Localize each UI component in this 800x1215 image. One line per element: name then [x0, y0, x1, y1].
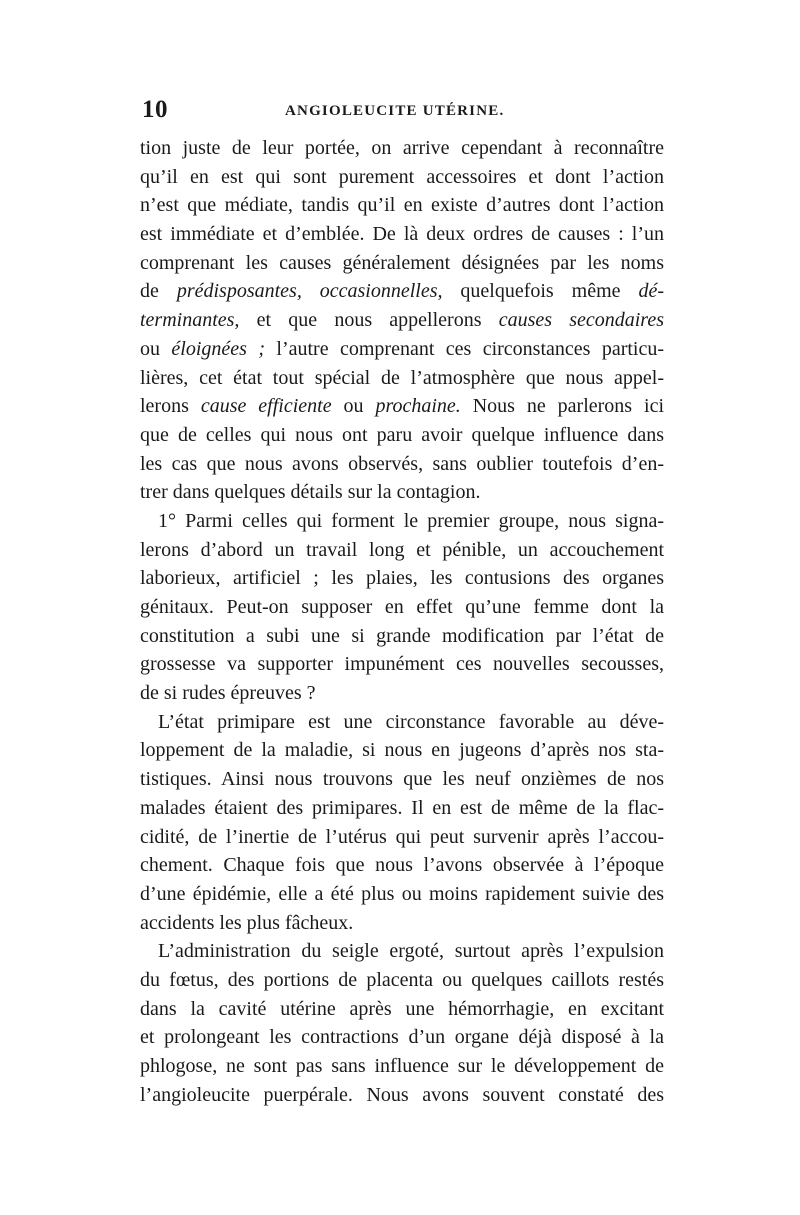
- text-line: [140, 937, 664, 966]
- text-line: [140, 306, 664, 335]
- text-segment: lerons d’abord un travail long et pénible, un accouchement: [140, 538, 664, 561]
- text-line: [140, 679, 664, 708]
- text-segment: tistiques. Ainsi nous trouvons que les neuf onzièmes de nos: [140, 768, 664, 791]
- text-segment: L’administration du seigle ergoté, surtout après l’expulsion: [158, 940, 664, 963]
- body-text: [140, 134, 664, 1109]
- italic-text: prédisposantes, occasionnelles,: [176, 280, 443, 303]
- text-line: [140, 249, 664, 278]
- text-segment: accidents les plus fâcheux.: [140, 911, 354, 934]
- text-segment: chement. Chaque fois que nous l’avons observée à l’époque: [140, 854, 664, 877]
- text-line: [140, 450, 664, 479]
- text-line: [140, 650, 664, 679]
- text-line: [140, 335, 664, 364]
- text-segment: lerons: [140, 395, 201, 418]
- text-segment: du fœtus, des portions de placenta ou quelques caillots restés: [140, 968, 664, 991]
- text-line: [140, 392, 664, 421]
- text-segment: est immédiate et d’emblée. De là deux ordres de causes : l’un: [140, 223, 664, 246]
- text-line: [140, 880, 664, 909]
- text-segment: laborieux, artificiel ; les plaies, les contusions des organes: [140, 567, 664, 590]
- text-line: [140, 277, 664, 306]
- running-title: ANGIOLEUCITE UTÉRINE.: [285, 103, 505, 119]
- text-line: [140, 765, 664, 794]
- text-segment: cidité, de l’inertie de l’utérus qui peut survenir après l’accou-: [140, 825, 664, 848]
- text-segment: comprenant les causes généralement désignées par les noms: [140, 251, 664, 274]
- italic-text: dé-: [638, 280, 664, 303]
- text-segment: quelquefois même: [442, 280, 639, 303]
- text-line: [140, 593, 664, 622]
- text-segment: phlogose, ne sont pas sans influence sur le développement de: [140, 1055, 664, 1077]
- text-line: [140, 421, 664, 450]
- text-line: [140, 995, 664, 1024]
- text-line: [140, 1052, 664, 1081]
- text-line: [140, 1023, 664, 1052]
- text-segment: de si rudes épreuves ?: [140, 682, 316, 705]
- text-segment: Nous ne parlerons ici: [460, 395, 665, 418]
- italic-text: éloignées ;: [171, 337, 265, 360]
- text-line: [140, 966, 664, 995]
- text-segment: d’une épidémie, elle a été plus ou moins rapidement suivie des: [140, 882, 664, 905]
- text-segment: les cas que nous avons observés, sans oublier toutefois d’en-: [140, 452, 664, 475]
- text-line: [140, 134, 664, 163]
- text-segment: malades étaient des primipares. Il en est de même de la flac-: [140, 796, 664, 819]
- text-segment: dans la cavité utérine après une hémorrhagie, en excitant: [140, 997, 664, 1020]
- text-line: [140, 851, 664, 880]
- text-line: [140, 622, 664, 651]
- text-line: [140, 163, 664, 192]
- text-segment: l’angioleucite puerpérale. Nous avons souvent constaté des: [140, 1083, 664, 1106]
- text-segment: lières, cet état tout spécial de l’atmosphère que nous appel-: [140, 366, 664, 389]
- page-number: 10: [142, 96, 168, 123]
- text-line: [140, 536, 664, 565]
- text-line: [140, 564, 664, 593]
- text-segment: trer dans quelques détails sur la contagion.: [140, 481, 481, 504]
- text-line: [140, 794, 664, 823]
- text-segment: constitution a subi une si grande modification par l’état de: [140, 624, 664, 647]
- text-segment: 1° Parmi celles qui forment le premier groupe, nous signa-: [158, 509, 664, 532]
- text-segment: l’autre comprenant ces circonstances particu-: [265, 337, 665, 360]
- italic-text: prochaine.: [375, 395, 461, 418]
- text-segment: que de celles qui nous ont paru avoir quelque influence dans: [140, 423, 664, 446]
- text-line: [140, 478, 664, 507]
- text-line: [140, 191, 664, 220]
- text-line: [140, 220, 664, 249]
- text-segment: génitaux. Peut-on supposer en effet qu’une femme dont la: [140, 596, 664, 618]
- text-segment: loppement de la maladie, si nous en jugeons d’après nos sta-: [140, 739, 664, 762]
- text-line: [140, 708, 664, 737]
- text-segment: de: [140, 280, 177, 303]
- text-segment: L’état primipare est une circonstance favorable au déve-: [158, 710, 664, 733]
- text-segment: ou: [331, 395, 376, 418]
- text-segment: ou: [140, 337, 172, 360]
- text-segment: grossesse va supporter impunément ces nouvelles secousses,: [140, 653, 664, 676]
- text-line: [140, 1081, 664, 1110]
- text-line: [140, 736, 664, 765]
- italic-text: cause efficiente: [200, 395, 332, 418]
- text-segment: n’est que médiate, tandis qu’il en existe d’autres dont l’action: [140, 194, 664, 217]
- text-line: [140, 909, 664, 938]
- page-header: [140, 96, 664, 126]
- text-segment: et que nous appellerons: [239, 309, 499, 332]
- text-segment: qu’il en est qui sont purement accessoires et dont l’action: [140, 165, 664, 188]
- text-segment: tion juste de leur portée, on arrive cependant à reconnaître: [140, 137, 664, 159]
- text-line: [140, 507, 664, 536]
- italic-text: causes secondaires: [498, 309, 664, 332]
- text-segment: et prolongeant les contractions d’un organe déjà disposé à la: [140, 1026, 664, 1049]
- italic-text: terminantes,: [140, 309, 240, 332]
- text-line: [140, 364, 664, 393]
- text-line: [140, 823, 664, 852]
